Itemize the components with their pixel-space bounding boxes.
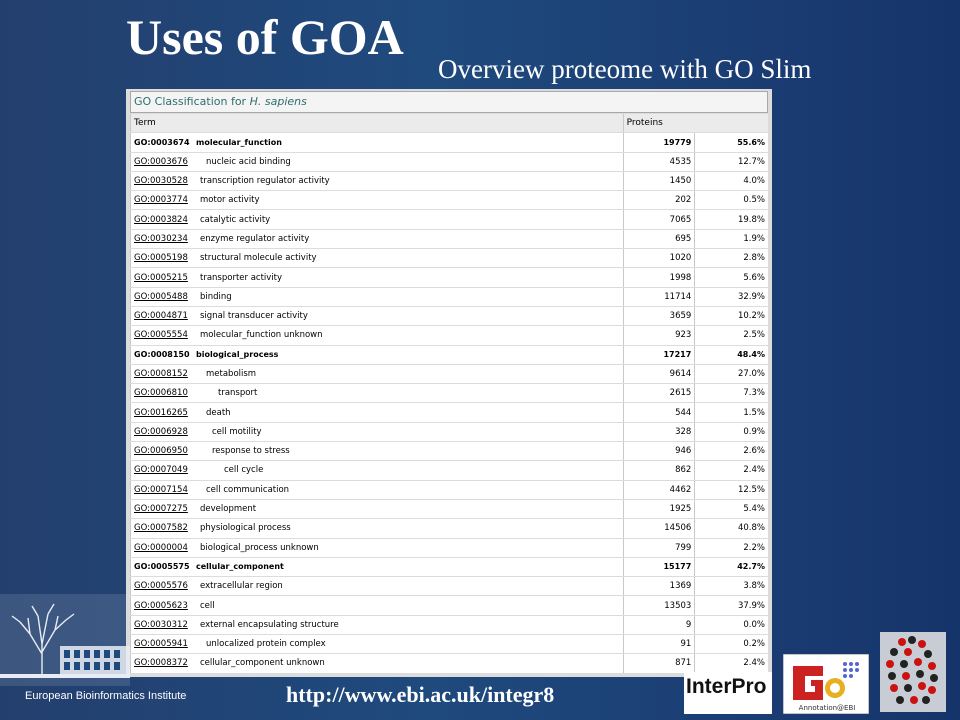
term-cell bbox=[130, 365, 623, 383]
protein-count: 4462 bbox=[623, 481, 695, 499]
interpro-logo: InterPro bbox=[684, 672, 772, 714]
table-row bbox=[130, 210, 768, 228]
slide-title: Uses of GOA bbox=[126, 9, 404, 65]
protein-percentage: 0.5% bbox=[694, 191, 768, 209]
protein-percentage: 48.4% bbox=[694, 346, 768, 364]
protein-percentage: 5.6% bbox=[694, 268, 768, 286]
term-cell bbox=[130, 346, 623, 364]
table-row bbox=[130, 616, 768, 634]
term-label: external encapsulating structure bbox=[200, 619, 339, 630]
protein-percentage: 0.2% bbox=[694, 635, 768, 653]
column-header-proteins: Proteins bbox=[623, 114, 768, 132]
term-label: cell bbox=[200, 600, 215, 611]
go-id-link[interactable]: GO:0008372 bbox=[134, 658, 188, 669]
table-row bbox=[130, 519, 768, 537]
go-id-link[interactable]: GO:0003824 bbox=[134, 214, 188, 225]
protein-percentage: 27.0% bbox=[694, 365, 768, 383]
protein-count: 202 bbox=[623, 191, 695, 209]
protein-count: 91 bbox=[623, 635, 695, 653]
molecule-logo bbox=[880, 632, 946, 712]
term-cell bbox=[130, 577, 623, 595]
protein-count: 17217 bbox=[623, 346, 695, 364]
go-id-link[interactable]: GO:0016265 bbox=[134, 407, 188, 418]
table-row bbox=[130, 268, 768, 286]
term-label: cell cycle bbox=[224, 465, 264, 476]
term-label: unlocalized protein complex bbox=[206, 639, 326, 650]
protein-percentage: 12.7% bbox=[694, 153, 768, 171]
term-label: development bbox=[200, 504, 257, 515]
column-header-term: Term bbox=[130, 114, 623, 132]
term-cell bbox=[130, 210, 623, 228]
protein-percentage: 1.5% bbox=[694, 403, 768, 421]
protein-count: 328 bbox=[623, 423, 695, 441]
go-id-link[interactable]: GO:0005554 bbox=[134, 330, 188, 341]
protein-percentage: 19.8% bbox=[694, 210, 768, 228]
go-logo-caption: Annotation@EBI bbox=[798, 704, 856, 712]
table-group-row bbox=[130, 558, 768, 576]
table-group-row bbox=[130, 346, 768, 364]
heading-prefix: GO Classification for bbox=[134, 95, 250, 108]
protein-percentage: 1.9% bbox=[694, 230, 768, 248]
term-cell bbox=[130, 307, 623, 325]
term-label: biological_process unknown bbox=[200, 542, 319, 553]
term-label: response to stress bbox=[212, 446, 290, 457]
protein-count: 19779 bbox=[623, 133, 695, 151]
table-row bbox=[130, 403, 768, 421]
table-row bbox=[130, 326, 768, 344]
go-id-link: GO:0008150 bbox=[134, 350, 190, 360]
protein-count: 13503 bbox=[623, 596, 695, 614]
table-row bbox=[130, 423, 768, 441]
protein-count: 923 bbox=[623, 326, 695, 344]
protein-count: 15177 bbox=[623, 558, 695, 576]
protein-percentage: 2.4% bbox=[694, 654, 768, 672]
term-cell bbox=[130, 172, 623, 190]
term-cell bbox=[130, 500, 623, 518]
go-id-link[interactable]: GO:0030312 bbox=[134, 619, 188, 630]
term-cell bbox=[130, 654, 623, 672]
table-row bbox=[130, 500, 768, 518]
term-cell bbox=[130, 635, 623, 653]
protein-percentage: 3.8% bbox=[694, 577, 768, 595]
go-annotation-logo bbox=[783, 654, 869, 714]
term-label: cellular_component unknown bbox=[200, 658, 325, 669]
protein-percentage: 12.5% bbox=[694, 481, 768, 499]
protein-percentage: 0.9% bbox=[694, 423, 768, 441]
go-id-link[interactable]: GO:0003774 bbox=[134, 195, 188, 206]
table-row bbox=[130, 539, 768, 557]
go-id-link[interactable]: GO:0008152 bbox=[134, 369, 188, 379]
term-label: cell motility bbox=[212, 426, 262, 437]
protein-percentage: 10.2% bbox=[694, 307, 768, 325]
protein-percentage: 5.4% bbox=[694, 500, 768, 518]
protein-count: 1998 bbox=[623, 268, 695, 286]
term-label: physiological process bbox=[200, 523, 291, 534]
protein-percentage: 40.8% bbox=[694, 519, 768, 537]
go-id-link[interactable]: GO:0005623 bbox=[134, 600, 188, 611]
protein-count: 1450 bbox=[623, 172, 695, 190]
term-cell bbox=[130, 403, 623, 421]
term-cell bbox=[130, 230, 623, 248]
go-id-link[interactable]: GO:0005488 bbox=[134, 291, 188, 302]
term-cell bbox=[130, 191, 623, 209]
table-row bbox=[130, 249, 768, 267]
go-id-link[interactable]: GO:0030234 bbox=[134, 233, 188, 244]
table-row bbox=[130, 461, 768, 479]
term-cell bbox=[130, 442, 623, 460]
term-label: transcription regulator activity bbox=[200, 176, 330, 187]
table-row bbox=[130, 384, 768, 402]
protein-percentage: 55.6% bbox=[694, 133, 768, 151]
term-label: molecular_function unknown bbox=[200, 330, 323, 341]
term-cell bbox=[130, 288, 623, 306]
go-id-link[interactable]: GO:0006928 bbox=[134, 426, 188, 437]
term-label: binding bbox=[200, 291, 232, 302]
term-cell bbox=[130, 249, 623, 267]
table-row bbox=[130, 654, 768, 672]
protein-count: 862 bbox=[623, 461, 695, 479]
protein-count: 544 bbox=[623, 403, 695, 421]
term-cell bbox=[130, 268, 623, 286]
protein-count: 9614 bbox=[623, 365, 695, 383]
term-cell bbox=[130, 133, 623, 151]
go-id-link[interactable]: GO:0007582 bbox=[134, 523, 188, 534]
protein-count: 1020 bbox=[623, 249, 695, 267]
term-cell bbox=[130, 616, 623, 634]
table-row bbox=[130, 481, 768, 499]
go-id-link[interactable]: GO:0005215 bbox=[134, 272, 188, 283]
table-row bbox=[130, 596, 768, 614]
protein-count: 946 bbox=[623, 442, 695, 460]
term-label: enzyme regulator activity bbox=[200, 233, 310, 244]
go-id-link[interactable]: GO:0000004 bbox=[134, 542, 188, 553]
term-cell bbox=[130, 596, 623, 614]
protein-percentage: 7.3% bbox=[694, 384, 768, 402]
term-cell bbox=[130, 153, 623, 171]
protein-percentage: 2.4% bbox=[694, 461, 768, 479]
term-label: biological_process bbox=[196, 350, 279, 360]
term-cell bbox=[130, 481, 623, 499]
protein-percentage: 2.8% bbox=[694, 249, 768, 267]
go-id-link[interactable]: GO:0007275 bbox=[134, 504, 188, 515]
term-label: transporter activity bbox=[200, 272, 283, 283]
term-label: signal transducer activity bbox=[200, 311, 308, 322]
protein-percentage: 2.5% bbox=[694, 326, 768, 344]
go-id-link[interactable]: GO:0007154 bbox=[134, 484, 188, 495]
table-row bbox=[130, 191, 768, 209]
go-classification-panel bbox=[126, 89, 772, 677]
term-label: extracellular region bbox=[200, 581, 283, 592]
go-id-link[interactable]: GO:0004871 bbox=[134, 311, 188, 322]
protein-count: 9 bbox=[623, 616, 695, 634]
term-label: motor activity bbox=[200, 195, 260, 206]
table-row bbox=[130, 153, 768, 171]
slide-subtitle: Overview proteome with GO Slim bbox=[438, 54, 812, 84]
term-label: nucleic acid binding bbox=[206, 156, 291, 167]
protein-percentage: 32.9% bbox=[694, 288, 768, 306]
protein-percentage: 4.0% bbox=[694, 172, 768, 190]
table-row bbox=[130, 230, 768, 248]
ebi-building-logo bbox=[0, 594, 130, 686]
protein-count: 4535 bbox=[623, 153, 695, 171]
term-label: cell communication bbox=[206, 484, 290, 495]
protein-count: 7065 bbox=[623, 210, 695, 228]
term-cell bbox=[130, 558, 623, 576]
go-id-link: GO:0003674 bbox=[134, 137, 190, 147]
table-row bbox=[130, 172, 768, 190]
go-id-link[interactable]: GO:0006950 bbox=[134, 446, 188, 457]
protein-count: 2615 bbox=[623, 384, 695, 402]
protein-count: 799 bbox=[623, 539, 695, 557]
protein-percentage: 37.9% bbox=[694, 596, 768, 614]
heading-species: H. sapiens bbox=[249, 95, 307, 108]
protein-percentage: 42.7% bbox=[694, 558, 768, 576]
protein-count: 1925 bbox=[623, 500, 695, 518]
go-id-link[interactable]: GO:0005198 bbox=[134, 253, 188, 264]
go-classification-table bbox=[130, 113, 768, 674]
go-id-link[interactable]: GO:0030528 bbox=[134, 176, 188, 187]
protein-percentage: 0.0% bbox=[694, 616, 768, 634]
term-label: metabolism bbox=[206, 369, 257, 379]
institute-label: European Bioinformatics Institute bbox=[25, 690, 187, 702]
term-label: molecular_function bbox=[196, 137, 282, 147]
table-heading bbox=[130, 91, 768, 113]
go-id-link[interactable]: GO:0003676 bbox=[134, 156, 188, 167]
protein-percentage: 2.2% bbox=[694, 539, 768, 557]
go-id-link: GO:0005575 bbox=[134, 562, 190, 572]
term-cell bbox=[130, 326, 623, 344]
protein-count: 871 bbox=[623, 654, 695, 672]
term-label: death bbox=[206, 407, 231, 418]
table-header-row bbox=[130, 114, 768, 132]
protein-count: 11714 bbox=[623, 288, 695, 306]
term-cell bbox=[130, 423, 623, 441]
term-label: structural molecule activity bbox=[200, 253, 317, 264]
term-cell bbox=[130, 539, 623, 557]
term-cell bbox=[130, 461, 623, 479]
term-label: catalytic activity bbox=[200, 214, 271, 225]
term-cell bbox=[130, 384, 623, 402]
table-group-row bbox=[130, 133, 768, 151]
table-row bbox=[130, 442, 768, 460]
term-cell bbox=[130, 519, 623, 537]
protein-count: 695 bbox=[623, 230, 695, 248]
go-id-link[interactable]: GO:0005941 bbox=[134, 639, 188, 650]
table-row bbox=[130, 288, 768, 306]
term-label: transport bbox=[218, 388, 258, 399]
protein-percentage: 2.6% bbox=[694, 442, 768, 460]
protein-count: 1369 bbox=[623, 577, 695, 595]
table-row bbox=[130, 635, 768, 653]
go-id-link[interactable]: GO:0007049 bbox=[134, 465, 188, 476]
table-row bbox=[130, 307, 768, 325]
protein-count: 14506 bbox=[623, 519, 695, 537]
protein-count: 3659 bbox=[623, 307, 695, 325]
integr8-link[interactable]: http://www.ebi.ac.uk/integr8 bbox=[286, 682, 555, 707]
go-id-link[interactable]: GO:0006810 bbox=[134, 388, 188, 399]
table-row bbox=[130, 577, 768, 595]
term-label: cellular_component bbox=[196, 562, 284, 572]
go-id-link[interactable]: GO:0005576 bbox=[134, 581, 188, 592]
table-row bbox=[130, 365, 768, 383]
